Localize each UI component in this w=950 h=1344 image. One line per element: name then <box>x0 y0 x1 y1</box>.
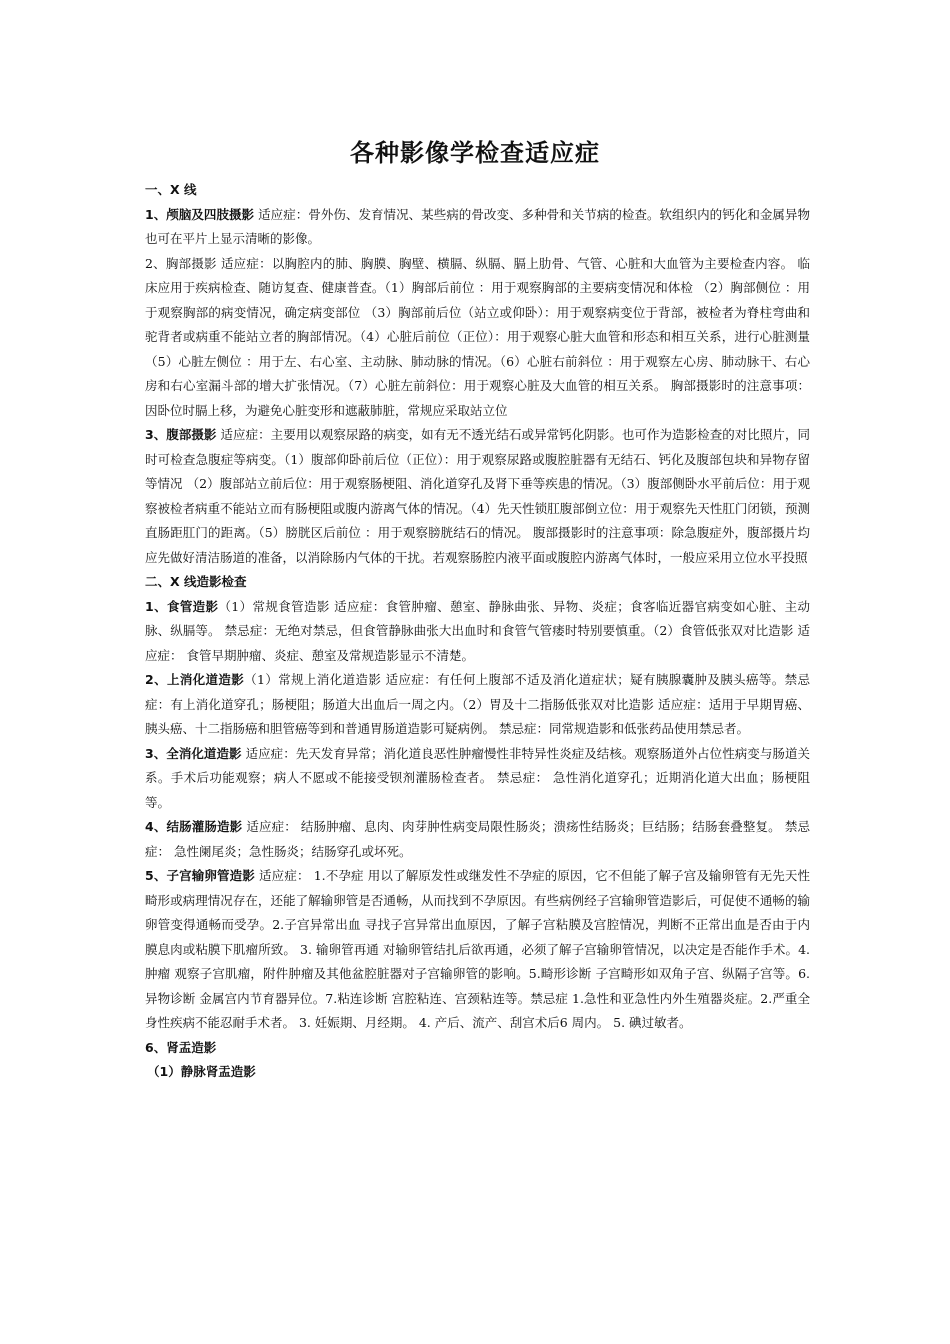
item-body: 适应症： 1.不孕症 用以了解原发性或继发性不孕症的原因，它不但能了解子宫及输卵管有无先天性畸形或病理情况存在，还能了解输卵管是否通畅，从而找到不孕原因。有些病例经子宫输卵管造影后，可促使不通畅的输卵管变得通畅而受孕。2.子宫异常出血 寻找子宫异常出血原因，了解子宫粘膜及宫腔情况，判断不正常出血是否由于内膜息肉或粘膜下肌瘤所致。 3. 输卵管再通 对输卵管结扎后欲再通，必须了解子宫输卵管情况，以决定是否能作手术。4.肿瘤 观察子宫肌瘤，附件肿瘤及其他盆腔脏器对子宫输卵管的影响。5.畸形诊断 子宫畸形如双角子宫、纵隔子宫等。6.异物诊断 金属宫内节育器异位。7.粘连诊断 宫腔粘连、宫颈粘连等。禁忌症 1.急性和亚急性内外生殖器炎症。2.严重全身性疾病不能忍耐手术者。 3. 妊娠期、月经期。 4. 产后、流产、刮宫术后6 周内。 5. 碘过敏者。 <box>145 868 810 1030</box>
item-body: 适应症：先天发育异常；消化道良恶性肿瘤慢性非特异性炎症及结核。观察肠道外占位性病变与肠道关系。手术后功能观察；病人不愿或不能接受钡剂灌肠检查者。 禁忌症： 急性消化道穿孔；近期消化道大出血；肠梗阻等。 <box>145 745 810 810</box>
item-heading: 6、肾盂造影 <box>145 1039 217 1055</box>
item-heading: 4、结肠灌肠造影 <box>145 819 243 834</box>
item-body: （1）常规上消化道造影 适应症：有任何上腹部不适及消化道症状；疑有胰腺囊肿及胰头癌等。禁忌症：有上消化道穿孔；肠梗阻；肠道大出血后一周之内。（2）胃及十二指肠低张双对比造影 适应症：适用于早期胃癌、胰头癌、十二指肠癌和胆管癌等到和普通胃肠道造影可疑病例。 禁忌症：同常规造影和低张药品使用禁忌者。 <box>145 672 810 736</box>
subheading: （1）静脉肾盂造影 <box>147 1064 256 1079</box>
paragraph <box>145 742 810 816</box>
item-heading: 3、腹部摄影 <box>145 427 217 442</box>
item-body: （1）常规食管造影 适应症：食管肿瘤、憩室、静脉曲张、异物、炎症；食客临近器官病变如心脏、主动脉、纵膈等。 禁忌症：无绝对禁忌，但食管静脉曲张大出血时和食管气管瘘时特别要慎重。（2）食管低张双对比造影 适应症： 食管早期肿瘤、炎症、憩室及常规造影显示不清楚。 <box>145 598 810 663</box>
item-heading: 2、上消化道造影 <box>145 672 245 687</box>
item-heading: 1、食管造影 <box>145 598 219 614</box>
item-heading: 3、全消化道造影 <box>145 745 242 761</box>
item-body: 适应症：主要用以观察尿路的病变，如有无不透光结石或异常钙化阴影。也可作为造影检查的对比照片，同时可检查急腹症等病变。（1）腹部仰卧前后位（正位）：用于观察尿路或腹腔脏器有无结石、钙化及腹部包块和异物存留等情况 （2）腹部站立前后位：用于观察肠梗阻、消化道穿孔及肾下垂等疾患的情况。（3）腹部侧卧水平前后位：用于观察被检者病重不能站立而有肠梗阻或腹内游离气体的情况。（4）先天性锁肛腹部倒立位：用于观察先天性肛门闭锁，预测直肠距肛门的距离。（5）膀胱区后前位 ：用于观察膀胱结石的情况。 腹部摄影时的注意事项：除急腹症外，腹部摄片均应先做好清洁肠道的准备，以消除肠内气体的干扰。若观察肠腔内液平面或腹腔内游离气体时，一般应采用立位水平投照 <box>145 427 810 565</box>
section-heading: 二、X 线造影检查 <box>145 574 247 589</box>
item-body: 2、胸部摄影 适应症：以胸腔内的肺、胸膜、胸壁、横膈、纵膈、膈上肋骨、气管、心脏和大血管为主要检查内容。 临床应用于疾病检查、随访复查、健康普查。（1）胸部后前位 ：用于观察胸部的主要病变情况和体检 （2）胸部侧位 ：用于观察胸部的病变情况，确定病变部位 （3）胸部前后位（站立或仰卧）：用于观察病变位于背部，被检者为脊柱弯曲和驼背者或病重不能站立者的胸部情况。（4）心脏后前位（正位）：用于观察心脏大血管和形态和相互关系，进行心脏测量 （5）心脏左侧位 ：用于左、右心室、主动脉、肺动脉的情况。（6）心脏右前斜位 ：用于观察左心房、肺动脉干、右心房和右心室漏斗部的增大扩张情况。（7）心脏左前斜位：用于观察心脏及大血管的相互关系。 胸部摄影时的注意事项：因卧位时膈上移，为避免心脏变形和遮蔽肺脏，常规应采取站立位 <box>145 255 810 418</box>
paragraph <box>145 668 810 742</box>
item-heading: 5、子宫输卵管造影 <box>145 868 255 883</box>
paragraph <box>145 423 810 570</box>
item-heading: 1、颅脑及四肢摄影 <box>145 206 255 222</box>
paragraph <box>145 815 810 864</box>
paragraph <box>145 864 810 1036</box>
document-title: 各种影像学检查适应症 <box>350 139 600 167</box>
item-body: 适应症：骨外伤、发育情况、某些病的骨改变、多种骨和关节病的检查。软组织内的钙化和金属异物也可在平片上显示清晰的影像。 <box>145 206 810 246</box>
paragraph <box>145 595 810 669</box>
paragraph <box>145 252 810 424</box>
item-body: 适应症： 结肠肿瘤、息肉、肉芽肿性病变局限性肠炎；溃疡性结肠炎；巨结肠；结肠套叠整复。 禁忌症： 急性阑尾炎；急性肠炎；结肠穿孔或坏死。 <box>145 819 810 859</box>
paragraph <box>145 203 810 252</box>
document-body <box>145 178 810 1085</box>
section-heading: 一、X 线 <box>145 182 197 197</box>
